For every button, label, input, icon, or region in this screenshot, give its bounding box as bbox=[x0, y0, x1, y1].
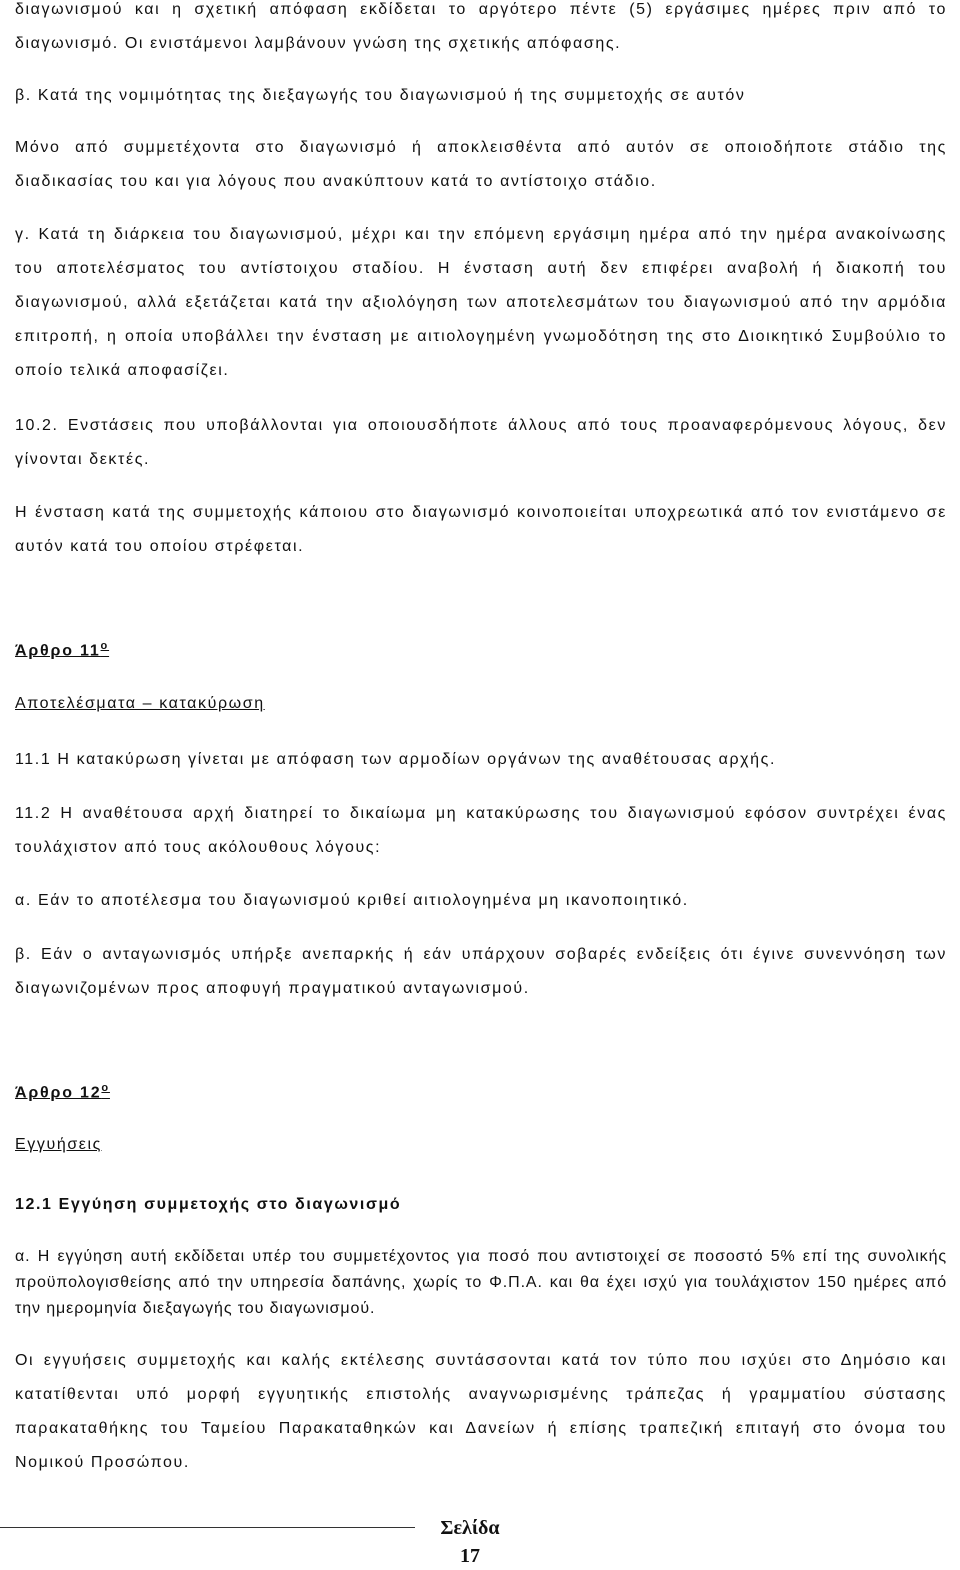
paragraph-11-2 bbox=[15, 797, 947, 865]
paragraph-text: β. Εάν ο ανταγωνισμός υπήρξε ανεπαρκής ή εάν υπάρχουν σοβαρές ενδείξεις ότι έγινε συνεννόηση των διαγωνιζομένων προς αποφυγή πραγματικού ανταγωνισμού. bbox=[15, 946, 947, 997]
paragraph-objection-notify bbox=[15, 496, 947, 564]
article-11-subtitle bbox=[15, 695, 947, 713]
paragraph-c-duration bbox=[15, 218, 947, 388]
paragraph-guarantees bbox=[15, 1344, 947, 1480]
page-label: Σελίδα bbox=[440, 1517, 500, 1539]
article-11-heading bbox=[15, 640, 947, 660]
paragraph-text: β. Κατά της νομιμότητας της διεξαγωγής του διαγωνισμού ή της συμμετοχής σε αυτόν bbox=[15, 87, 746, 104]
section-title: 12.1 Εγγύηση συμμετοχής στο διαγωνισμό bbox=[15, 1196, 402, 1213]
paragraph-11-1 bbox=[15, 743, 947, 777]
paragraph-text: Η ένσταση κατά της συμμετοχής κάποιου στο διαγωνισμό κοινοποιείται υποχρεωτικά από τον ενιστάμενο σε αυτόν κατά του οποίου στρέφεται. bbox=[15, 504, 947, 555]
paragraph-b-legality bbox=[15, 79, 947, 113]
article-ordinal: ο bbox=[100, 640, 110, 652]
paragraph-text: 11.1 Η κατακύρωση γίνεται με απόφαση των αρμοδίων οργάνων της αναθέτουσας αρχής. bbox=[15, 751, 777, 768]
paragraph-only-participants bbox=[15, 131, 947, 199]
page-number: 17 bbox=[460, 1545, 480, 1567]
footer-rule bbox=[0, 1527, 415, 1528]
article-ordinal: ο bbox=[101, 1082, 110, 1094]
subtitle-text: Αποτελέσματα – κατακύρωση bbox=[15, 695, 265, 712]
paragraph-text: διαγωνισμού και η σχετική απόφαση εκδίδεται το αργότερο πέντε (5) εργάσιμες ημέρες πριν από το διαγωνισμό. Οι ενιστάμενοι λαμβάνουν γνώση της σχετικής απόφασης. bbox=[15, 1, 947, 52]
paragraph-text: 11.2 Η αναθέτουσα αρχή διατηρεί το δικαίωμα μη κατακύρωσης του διαγωνισμού εφόσον συντρέχει ένας τουλάχιστον από τους ακόλουθους λόγους: bbox=[15, 805, 947, 856]
section-12-1 bbox=[15, 1188, 947, 1222]
paragraph-text: Οι εγγυήσεις συμμετοχής και καλής εκτέλεσης συντάσσονται κατά τον τύπο που ισχύει στο Δημόσιο και κατατίθενται υπό μορφή εγγυητικής επιστολής αναγνωρισμένης τράπεζας ή γραμματίου σύστασης παρακαταθήκης του Ταμείου Παρακαταθηκών και Δανείων ή επίσης τραπεζική επιταγή στο όνομα του Νομικού Προσώπου. bbox=[15, 1352, 947, 1471]
paragraph-text: 10.2. Ενστάσεις που υποβάλλονται για οποιουσδήποτε άλλους από τους προαναφερόμενους λόγους, δεν γίνονται δεκτές. bbox=[15, 417, 947, 468]
paragraph-text: Μόνο από συμμετέχοντα στο διαγωνισμό ή αποκλεισθέντα από αυτόν σε οποιοδήποτε στάδιο της διαδικασίας του και για λόγους που ανακύπτουν κατά το αντίστοιχο στάδιο. bbox=[15, 139, 947, 190]
paragraph-text: α. Εάν το αποτέλεσμα του διαγωνισμού κριθεί αιτιολογημένα μη ικανοποιητικό. bbox=[15, 892, 689, 909]
article-12-subtitle bbox=[15, 1136, 947, 1154]
paragraph-12-a bbox=[15, 1244, 947, 1322]
article-12-heading bbox=[15, 1082, 947, 1102]
article-heading-text: Άρθρο 11 bbox=[15, 642, 101, 660]
paragraph-10-2 bbox=[15, 409, 947, 477]
page-footer bbox=[425, 1514, 515, 1570]
paragraph-11-a bbox=[15, 884, 947, 918]
subtitle-text: Εγγυήσεις bbox=[15, 1136, 102, 1153]
paragraph-text: α. Η εγγύηση αυτή εκδίδεται υπέρ του συμμετέχοντος για ποσό που αντιστοιχεί σε ποσοστό 5% επί της συνολικής προϋπολογισθείσης από την υπηρεσία δαπάνης, χωρίς το Φ.Π.Α. και θα έχει ισχύ για τουλάχιστον 150 ημέρες από την ημερομηνία διεξαγωγής του διαγωνισμού. bbox=[15, 1248, 947, 1317]
article-heading-text: Άρθρο 12 bbox=[15, 1084, 102, 1102]
paragraph-text: γ. Κατά τη διάρκεια του διαγωνισμού, μέχρι και την επόμενη εργάσιμη ημέρα από την ημέρα ανακοίνωσης του αποτελέσματος του αντίστοιχου σταδίου. Η ένσταση αυτή δεν επιφέρει αναβολή ή διακοπή του διαγωνισμού, αλλά εξετάζεται κατά την αξιολόγηση των αποτελεσμάτων του διαγωνισμού από την αρμόδια επιτροπή, η οποία υποβάλλει την ένσταση με αιτιολογημένη γνωμοδότηση της στο Διοικητικό Συμβούλιο το οποίο τελικά αποφασίζει. bbox=[15, 226, 947, 379]
paragraph-objection-decision bbox=[15, 0, 947, 61]
paragraph-11-b bbox=[15, 938, 947, 1006]
